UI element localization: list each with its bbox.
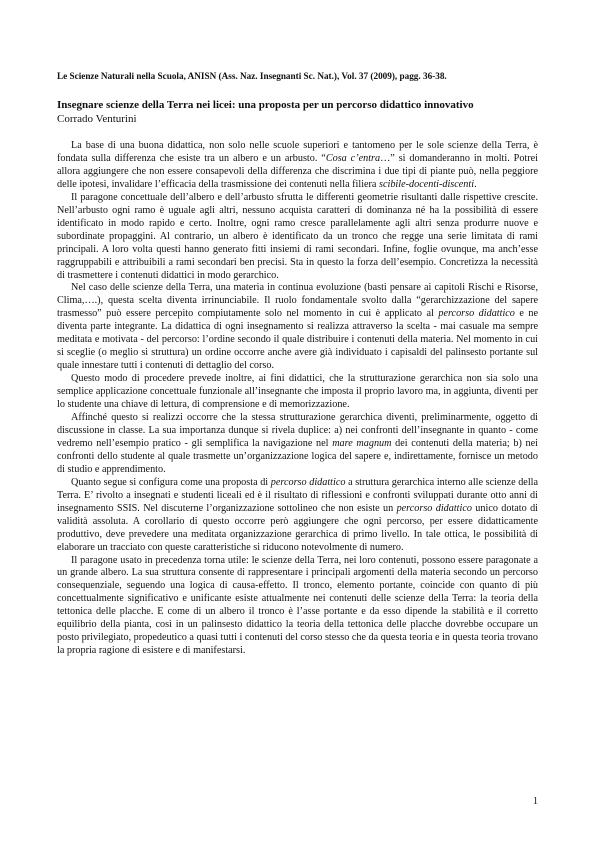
- paragraph-text: La base di una buona didattica, non solo nelle scuole superiori e tantomeno per le sole scienze della Terra, è fondata sulla differenza che esiste tra un albero e un arbusto. “: [57, 140, 538, 164]
- paragraph-text: …” si domanderanno in molti. Potrei allora aggiungere che non essere consapevoli della differenza che discrimina i due tipi di piante può, nella peggiore delle ipotesi, invalidare l’efficacia della trasmissione dei contenuti nella filiera: [57, 152, 538, 190]
- paragraph-text: unico dotato di validità assoluta. A corollario di questo occorre però aggiungere che ogni percorso, per essere didatticamente produttivo, deve prevedere una meditata organizzazione gerarchica di primo livello. In tale ottica, le possibilità di elaborare un tracciato con queste caratteristiche si riducono notevolmente di numero.: [57, 502, 538, 553]
- paragraph-text: e ne diventa parte integrante. La didattica di ogni insegnamento si realizza attraverso la scelta - mai casuale ma sempre meditata e motivata - del percorso: l’ordine secondo il quale distribuire i contenuti della materia. Nel momento in cui si sceglie (o meglio si struttura) un ordine occorre anche avere già individuato i capisaldi del palinsesto portante sul quale innestare tutti i contenuti di dettaglio del corso.: [57, 308, 539, 372]
- article-body: [57, 140, 538, 658]
- body-paragraph: [57, 412, 538, 477]
- italic-text: percorso didattico: [438, 308, 515, 320]
- italic-text: percorso didattico: [396, 502, 472, 514]
- author-name: Corrado Venturini: [57, 113, 137, 125]
- page-content: [57, 70, 538, 658]
- paragraph-text: .: [474, 178, 477, 190]
- paragraph-text: Quanto segue si configura come una proposta di: [71, 476, 271, 488]
- body-paragraph: [57, 477, 538, 555]
- italic-text: percorso didattico: [270, 476, 346, 488]
- paragraph-text: Affinché questo si realizzi occorre che la stessa strutturazione gerarchica diventi, preliminarmente, oggetto di discussione in classe. La sua importanza dunque si rivela duplice: a) nei confronti dell’insegnante in quanto - come vedremo nell’esempio pratico - gli semplifica la navigazione nel: [57, 412, 538, 449]
- body-paragraph: [57, 282, 538, 373]
- italic-text: Cosa c’entra: [325, 152, 381, 164]
- body-paragraph: [57, 140, 538, 192]
- page-number-label: 1: [533, 796, 538, 807]
- body-paragraph: [57, 555, 538, 659]
- paragraph-text: a struttura gerarchica interno alle scienze della Terra. E’ rivolto a insegnati e studenti liceali ed è il risultato di riflessioni e confronti sviluppati durante otto anni di insegnamento SSIS. Nel discuterne l’organizzazione sottolineo che non esiste un: [57, 476, 539, 514]
- paragraph-text: Il paragone concettuale dell’albero e dell’arbusto sfrutta le differenti geometrie risultanti dalle rispettive crescite. Nell’arbusto ogni ramo è uguale agli altri, nessuno acquista caratteri di dominanza né ha la possibilità di essere identificato in modo rapido e certo. Inoltre, ogni ramo cresce parallelamente agli altri senza produrre nuove e subordinate propaggini. Al contrario, un albero è identificato da un tronco che regge una serie limitata di rami principali. A loro volta questi hanno generato fitti insiemi di rami secondari. Infine, foglie ovunque, ma anch’esse raggruppabili e attribuibili a rami secondari ben precisi. Sta in questo la forza dell’esempio. Concretizza la necessità di trasmettere i contenuti didattici in modo gerarchico.: [57, 191, 538, 281]
- paragraph-text: dei contenuti della materia; b) nei confronti dello studente al quale trasmette un’organizzazione logica del sapere e, indirettamente, fornisce un metodo di studio e apprendimento.: [57, 437, 538, 475]
- paragraph-text: Questo modo di procedere prevede inoltre, ai fini didattici, che la strutturazione gerarchica non sia solo una semplice applicazione concettuale funzionale all’insegnante che imposta il proprio lavoro ma, in aggiunta, diventi per lo studente una chiave di lettura, di comprensione e di memorizzazione.: [57, 373, 538, 411]
- italic-text: mare magnum: [332, 437, 392, 449]
- italic-text: scibile-docenti-discenti: [379, 178, 475, 190]
- article-title: Insegnare scienze della Terra nei licei: una proposta per un percorso didattico innovativo: [57, 99, 474, 111]
- paragraph-text: Il paragone usato in precedenza torna utile: le scienze della Terra, nei loro contenuti, possono essere paragonate a un grande albero. La sua struttura consente di rappresentare i principali argomenti della materia secondo un percorso consequenziale, seguendo una logica di causa-effetto. Il tronco, elemento portante, coincide con quanto di più concettualmente significativo e unificante esiste attualmente nei contenuti delle scienze della Terra: la teoria della tettonica delle placche. E come di un albero il tronco è l’asse portante e da esso dipende la stabilità e il corretto equilibrio della pianta, così in un palinsesto didattico la teoria della tettonica delle placche dovrebbe occupare un posto privilegiato, propedeutico a quasi tutti i contenuti del corso stesso che da questa teoria e in questa teoria trovano la propria ragione di esistere e di manifestarsi.: [57, 554, 538, 657]
- body-paragraph: [57, 192, 538, 283]
- paragraph-text: Nel caso delle scienze della Terra, una materia in continua evoluzione (basti pensare ai capitoli Rischi e Risorse, Clima,….), questa scelta diventa irrinunciabile. Il ruolo fondamentale svolto dalla “gerarchizzazione del sapere trasmesso” può essere percepito compiutamente solo nel momento in cui è applicato al: [57, 282, 538, 320]
- body-paragraph: [57, 373, 538, 412]
- journal-citation: Le Scienze Naturali nella Scuola, ANISN (Ass. Naz. Insegnanti Sc. Nat.), Vol. 37 (2009), pagg. 36-38.: [57, 71, 447, 81]
